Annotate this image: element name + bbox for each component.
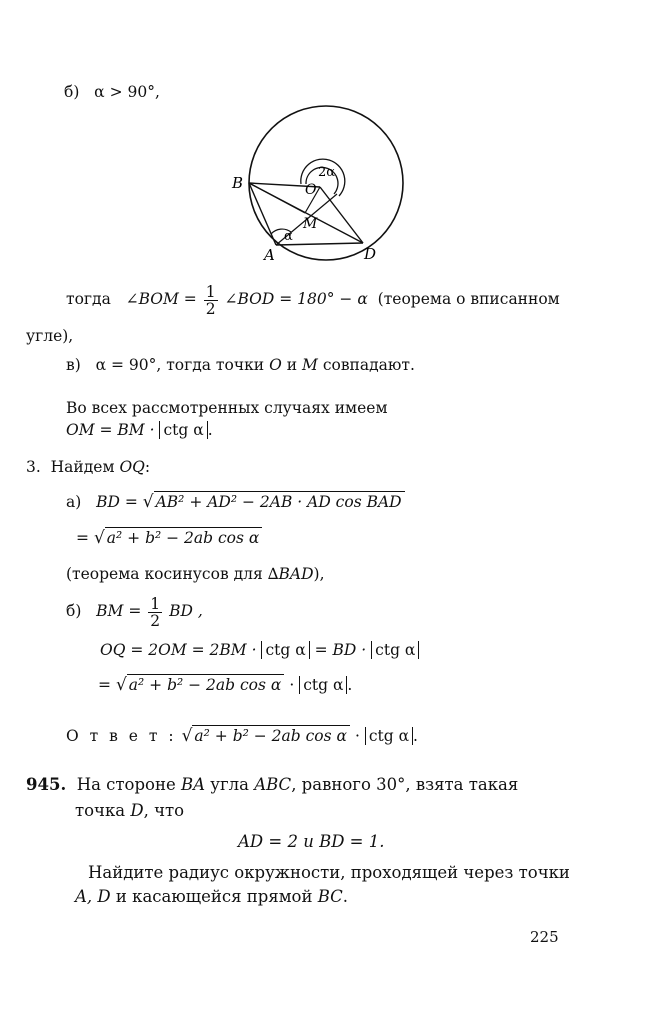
problem-text-a: На стороне	[76, 775, 176, 794]
problem-text-f: и касающейся прямой	[115, 887, 313, 906]
sqrt-icon: √	[115, 675, 127, 695]
point-o: O	[269, 356, 282, 374]
problem-945-line-5	[75, 887, 348, 907]
answer-label: О т в е т :	[66, 727, 177, 745]
case-v-label: в)	[66, 356, 81, 374]
part-a-lhs: BD =	[96, 493, 138, 511]
label-o: O	[305, 182, 317, 198]
theorem-note: (теорема о вписанном	[377, 290, 560, 308]
case-b-result-cont: угле),	[26, 327, 74, 345]
label-angle-2alpha: 2α	[318, 165, 336, 180]
part-a-radicand-2: a² + b² − 2ab cos α	[105, 527, 263, 547]
case-b-condition: α > 90°,	[94, 83, 160, 101]
problem-point-d: D	[130, 801, 144, 820]
summary-ctg: ctg α	[159, 421, 207, 439]
part-a-note	[66, 564, 325, 584]
fraction-half: $\frac{1}{2}$	[150, 594, 161, 630]
sqrt-icon: √	[142, 492, 154, 512]
part-b-rhs: BD ,	[169, 602, 203, 620]
problem-number: 945.	[26, 775, 67, 794]
part-b-end: .	[347, 676, 353, 694]
label-m: M	[303, 216, 318, 232]
segment-ba	[249, 183, 276, 245]
geometry-figure	[230, 104, 420, 264]
part-a-note-triangle: ∆BAD	[267, 565, 314, 583]
case-b-label: б)	[64, 83, 80, 101]
step-3-text: Найдем	[50, 458, 115, 476]
part-b-ctg-3: ctg α	[299, 676, 347, 694]
angle-bom: ∠BOM =	[125, 290, 197, 308]
problem-945-line-1	[26, 775, 518, 795]
problem-ba: BA	[180, 775, 206, 794]
fraction-half: $\frac{1}{2}$	[205, 282, 216, 318]
part-a-note-post: ),	[313, 565, 325, 583]
case-v-post: совпадают.	[322, 356, 415, 374]
summary-line-2	[66, 420, 213, 440]
sqrt-icon: √	[181, 726, 193, 746]
answer-line	[66, 726, 418, 746]
word-togda: тогда	[66, 290, 111, 308]
case-v-text: α = 90°, тогда точки	[95, 356, 265, 374]
part-b-dot: ·	[289, 676, 295, 694]
part-b-equals: =	[98, 676, 111, 694]
part-b-label: б)	[66, 602, 82, 620]
part-a-radicand-1: AB² + AD² − 2AB · AD cos BAD	[154, 491, 405, 511]
problem-bc: BC	[317, 887, 343, 906]
problem-points: A, D	[75, 887, 111, 906]
part-a-equals: =	[76, 529, 89, 547]
part-b-bd-expr: = BD ·	[314, 641, 367, 659]
part-b-ctg-1: ctg α	[261, 641, 309, 659]
label-a: A	[264, 246, 275, 264]
part-b-ctg-2: ctg α	[371, 641, 419, 659]
word-and: и	[286, 356, 298, 374]
problem-945-line-4: Найдите радиус окружности, проходящей через точки	[88, 863, 570, 882]
answer-dot: ·	[354, 727, 360, 745]
problem-text-c: , равного 30°, взята такая	[291, 775, 519, 794]
answer-radicand: a² + b² − 2ab cos α	[192, 725, 350, 745]
problem-end: .	[342, 887, 349, 906]
case-b-header	[64, 82, 160, 102]
part-a-label: а)	[66, 493, 82, 511]
page-number: 225	[530, 928, 559, 946]
part-b-radicand: a² + b² − 2ab cos α	[127, 674, 285, 694]
segment-od	[320, 187, 363, 243]
part-a-line-2	[76, 528, 262, 548]
problem-945-line-2	[75, 801, 184, 821]
part-a-line-1	[66, 492, 405, 512]
answer-ctg: ctg α	[365, 727, 413, 745]
step-3-colon: :	[144, 458, 151, 476]
problem-text-b: угла	[210, 775, 249, 794]
part-b-lhs: BM =	[96, 602, 142, 620]
label-d: D	[364, 245, 377, 263]
problem-abc: ABC	[254, 775, 292, 794]
sqrt-icon: √	[93, 528, 105, 548]
problem-condition: AD = 2 и BD = 1.	[238, 832, 385, 851]
part-b-line-3	[98, 675, 352, 695]
problem-text-e: , что	[143, 801, 185, 820]
step-3-var: OQ	[119, 458, 145, 476]
summary-lhs: OM = BM ·	[66, 421, 155, 439]
step-3	[26, 457, 150, 477]
label-b: B	[232, 174, 244, 192]
angle-bod-expr: ∠BOD = 180° − α	[224, 290, 368, 308]
case-b-result	[66, 282, 560, 317]
part-a-note-pre: (теорема косинусов для	[66, 565, 263, 583]
part-b-line-2	[100, 640, 419, 660]
point-m: M	[302, 356, 318, 374]
answer-end: .	[413, 727, 418, 745]
label-angle-alpha: α	[284, 229, 293, 244]
step-3-number: 3.	[26, 458, 41, 476]
summary-end: .	[207, 421, 213, 439]
segment-bm	[249, 183, 305, 213]
summary-line-1: Во всех рассмотренных случаях имеем	[66, 399, 388, 417]
problem-text-d: точка	[75, 801, 126, 820]
part-b-line-1	[66, 594, 203, 629]
part-b-oq-expr: OQ = 2OM = 2BM ·	[100, 641, 257, 659]
case-v	[66, 355, 415, 375]
